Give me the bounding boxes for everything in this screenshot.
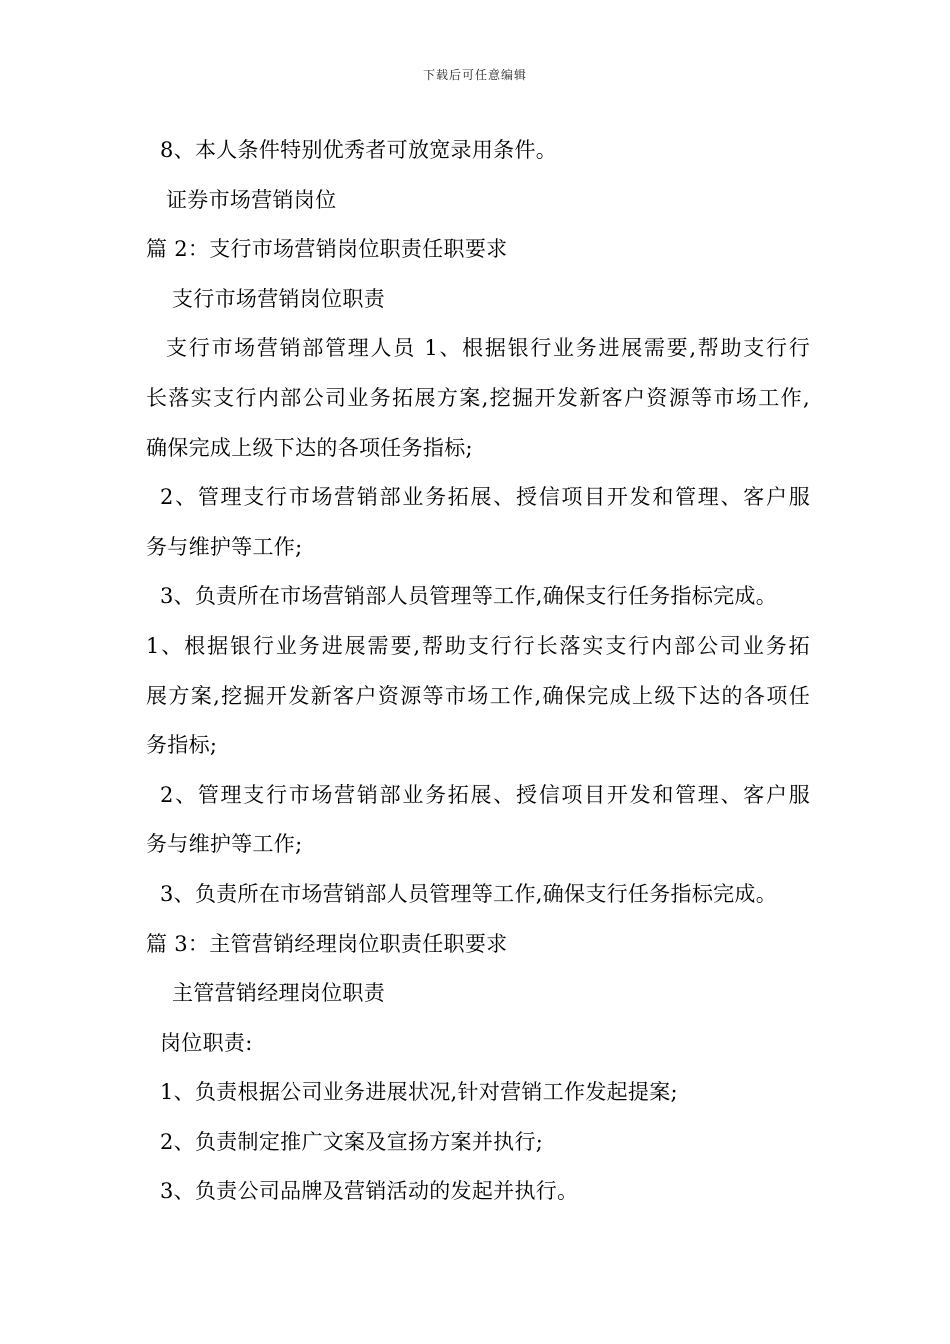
paragraph-line: 3、负责所在市场营销部人员管理等工作,确保支行任务指标完成。 <box>160 584 778 609</box>
section-title: 支行市场营销岗位职责 <box>172 286 385 311</box>
paragraph-line: 1、根据银行业务进展需要,帮助支行行长落实支行内部公司业务拓 <box>146 633 810 658</box>
paragraph-line: 3、负责所在市场营销部人员管理等工作,确保支行任务指标完成。 <box>160 881 778 906</box>
paragraph-line: 长落实支行内部公司业务拓展方案,挖掘开发新客户资源等市场工作, <box>146 385 810 410</box>
section-title: 证券市场营销岗位 <box>166 187 337 212</box>
paragraph-line: 8、本人条件特别优秀者可放宽录用条件。 <box>160 138 558 162</box>
paragraph-line: 务与维护等工作; <box>146 832 303 857</box>
list-item: 2、负责制定推广文案及宣扬方案并执行; <box>160 1129 544 1154</box>
list-item: 1、负责根据公司业务进展状况,针对营销工作发起提案; <box>160 1080 678 1105</box>
chapter-heading: 篇 3：主管营销经理岗位职责任职要求 <box>146 931 508 956</box>
document-body <box>146 126 810 1217</box>
paragraph-line: 岗位职责: <box>160 1030 253 1055</box>
paragraph-line: 务指标; <box>146 733 218 758</box>
paragraph-line: 确保完成上级下达的各项任务指标; <box>146 435 473 460</box>
section-title: 主管营销经理岗位职责 <box>172 981 385 1006</box>
paragraph-line: 2、管理支行市场营销部业务拓展、授信项目开发和管理、客户服 <box>160 782 810 807</box>
chapter-heading: 篇 2：支行市场营销岗位职责任职要求 <box>146 237 508 262</box>
page-header: 下载后可任意编辑 <box>422 68 527 82</box>
paragraph-line: 务与维护等工作; <box>146 534 303 559</box>
paragraph-line: 展方案,挖掘开发新客户资源等市场工作,确保完成上级下达的各项任 <box>146 683 810 708</box>
list-item: 3、负责公司品牌及营销活动的发起并执行。 <box>160 1179 579 1204</box>
paragraph-line: 2、管理支行市场营销部业务拓展、授信项目开发和管理、客户服 <box>160 485 810 510</box>
paragraph-line: 支行市场营销部管理人员 1、根据银行业务进展需要,帮助支行行 <box>166 336 810 361</box>
